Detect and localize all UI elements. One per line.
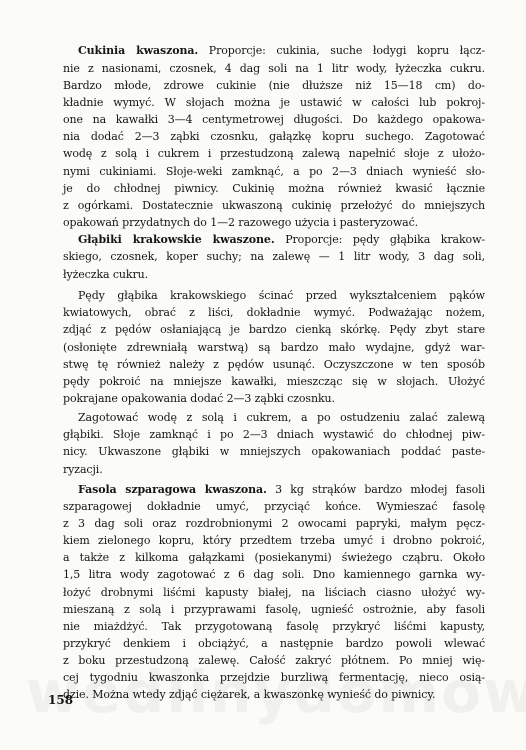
text-line	[78, 481, 485, 498]
text-line	[63, 515, 485, 532]
line-text: z boku przestudzoną zalewę. Całość zakryć płótnem. Po mniej wię-	[63, 654, 485, 667]
text-line	[63, 145, 485, 162]
line-text: 1,5 litra wody zagotować z 6 dag soli. Dno kamiennego garnka wy-	[63, 568, 485, 581]
line-text: z 3 dag soli oraz rozdrobnionymi 2 owocami papryki, małym pęcz-	[63, 517, 485, 530]
text-line	[63, 635, 485, 652]
line-text: mieszaną z solą i przyprawami fasolę, ugnieść ostrożnie, aby fasoli	[63, 603, 485, 616]
line-text: kładnie wymyć. W słojach można je ustawić w całości lub pokroj-	[63, 96, 485, 109]
text-line	[63, 197, 485, 214]
text-line	[63, 498, 485, 515]
text-line	[63, 128, 485, 145]
text-line	[63, 652, 485, 669]
text-line	[63, 60, 485, 77]
text-line	[63, 180, 485, 197]
line-text: kiem zielonego kopru, który przedtem trzeba umyć i drobno pokroić,	[63, 534, 485, 547]
text-line	[78, 42, 485, 59]
text-line	[63, 443, 485, 460]
line-text: zdjąć z pędów osłaniającą je bardzo cienką skórkę. Pędy zbyt stare	[63, 323, 485, 336]
line-text: one na kawałki 3—4 centymetrowej długości. Do każdego opakowa-	[63, 113, 485, 126]
text-line	[78, 231, 485, 248]
text-line	[63, 549, 485, 566]
text-line	[63, 566, 485, 583]
text-line	[63, 390, 485, 407]
recipe-title: Fasola szparagowa kwaszona.	[78, 483, 267, 496]
recipe-title: Głąbiki krakowskie kwaszone.	[78, 233, 275, 246]
text-line	[63, 77, 485, 94]
text-line	[63, 163, 485, 180]
text-line	[63, 373, 485, 390]
line-text: cej tygodniu kwaszonka przejdzie burzliwą fermentację, nieco osią-	[63, 671, 485, 684]
line-text: Proporcje: pędy głąbika krakow-	[274, 233, 486, 246]
text-line	[63, 321, 485, 338]
line-text: pędy pokroić na mniejsze kawałki, mieszcząc się w słojach. Ułożyć	[63, 375, 485, 388]
text-line	[63, 426, 485, 443]
page-number: 158	[48, 693, 74, 707]
line-text: nicy. Ukwaszone głąbiki w mniejszych opakowaniach poddać paste-	[63, 445, 485, 458]
line-text: łożyć drobnymi liśćmi kapusty białej, na liściach ciasno ułożyć wy-	[63, 586, 485, 599]
line-text: kwiatowych, obrać z liści, dokładnie wymyć. Podważając nożem,	[63, 306, 485, 319]
text-line	[63, 304, 485, 321]
text-line	[63, 669, 485, 686]
text-line	[63, 686, 485, 703]
line-text: 3 kg strąków bardzo młodej fasoli	[266, 483, 486, 496]
line-text: je do chłodnej piwnicy. Cukinię można również kwasić łącznie	[63, 182, 485, 195]
text-line	[78, 409, 485, 426]
recipe-title: Cukinia kwaszona.	[78, 44, 199, 57]
text-line	[63, 94, 485, 111]
line-text: nia dodać 2—3 ząbki czosnku, gałązkę kopru suchego. Zagotować	[63, 130, 485, 143]
line-text: (osłonięte zdrewniałą warstwą) są bardzo mało wydajne, gdyż war-	[63, 341, 485, 354]
text-line	[63, 248, 485, 265]
text-line	[63, 532, 485, 549]
line-text: nie miażdżyć. Tak przygotowaną fasolę przykryć liśćmi kapusty,	[63, 620, 485, 633]
line-text: nymi cukiniami. Słoje-weki zamknąć, a po 2—3 dniach wynieść sło-	[63, 165, 485, 178]
text-line	[63, 356, 485, 373]
text-line	[63, 214, 485, 231]
line-text: dzie. Można wtedy zdjąć ciężarek, a kwaszonkę wynieść do piwnicy.	[63, 688, 436, 701]
line-text: Zagotować wodę z solą i cukrem, a po ostudzeniu zalać zalewą	[78, 411, 485, 424]
text-line	[63, 618, 485, 635]
line-text: opakowań przydatnych do 1—2 razowego użycia i pasteryzować.	[63, 216, 419, 229]
text-line	[63, 266, 485, 283]
line-text: a także z kilkoma gałązkami (posiekanymi) świeżego cząbru. Około	[63, 551, 485, 564]
text-line	[63, 339, 485, 356]
text-line	[78, 287, 485, 304]
line-text: Bardzo młode, zdrowe cukinie (nie dłuższe niż 15—18 cm) do-	[63, 79, 485, 92]
line-text: wodę z solą i cukrem i przestudzoną zalewą napełnić słoje z ułożo-	[63, 147, 485, 160]
text-line	[63, 601, 485, 618]
line-text: głąbiki. Słoje zamknąć i po 2—3 dniach wystawić do chłodnej piw-	[63, 428, 485, 441]
line-text: ryzacji.	[63, 463, 103, 476]
line-text: przykryć denkiem i obciążyć, a następnie bardzo powoli wlewać	[63, 637, 485, 650]
line-text: Pędy głąbika krakowskiego ścinać przed wykształceniem pąków	[78, 289, 485, 302]
line-text: Proporcje: cukinia, suche łodygi kopru łącz-	[198, 44, 485, 57]
line-text: pokrajane opakowania dodać 2—3 ząbki czosnku.	[63, 392, 335, 405]
line-text: szparagowej dokładnie umyć, przyciąć końce. Wymieszać fasolę	[63, 500, 485, 513]
text-line	[63, 461, 485, 478]
line-text: nie z nasionami, czosnek, 4 dag soli na 1 litr wody, łyżeczka cukru.	[63, 62, 485, 75]
line-text: z ogórkami. Dostatecznie ukwaszoną cukinię przełożyć do mniejszych	[63, 199, 485, 212]
text-line	[63, 111, 485, 128]
line-text: łyżeczka cukru.	[63, 268, 149, 281]
line-text: skiego, czosnek, koper suchy; na zalewę — 1 litr wody, 3 dag soli,	[63, 250, 485, 263]
text-line	[63, 584, 485, 601]
line-text: stwę tę również należy z pędów usunąć. Oczyszczone w ten sposób	[63, 358, 485, 371]
